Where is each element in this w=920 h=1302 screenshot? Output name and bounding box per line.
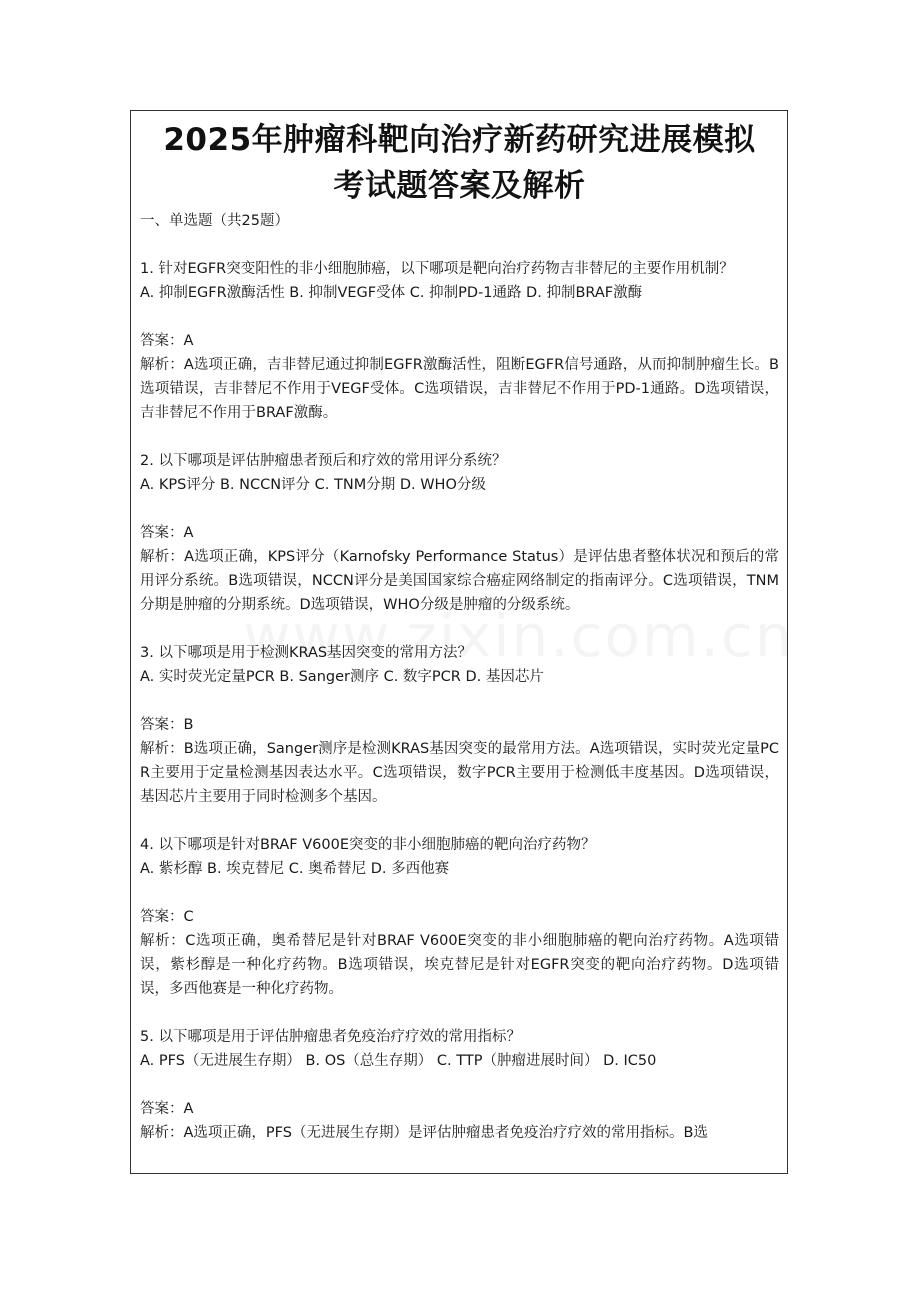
question-stem: 4. 以下哪项是针对BRAF V600E突变的非小细胞肺癌的靶向治疗药物？: [140, 837, 596, 853]
answer-text: 答案：C: [140, 909, 194, 925]
answer-2: [140, 521, 779, 617]
answer-3: [140, 713, 779, 809]
answer-1: [140, 329, 779, 425]
answer-4: [140, 905, 779, 1001]
question-options: A. KPS评分 B. NCCN评分 C. TNM分期 D. WHO分级: [140, 477, 486, 493]
question-2: [140, 449, 779, 497]
analysis-text: 解析：C选项正确，奥希替尼是针对BRAF V600E突变的非小细胞肺癌的靶向治疗药物。A选项错误，紫杉醇是一种化疗药物。B选项错误，埃克替尼是针对EGFR突变的靶向治疗药物。D选项错误，多西他赛是一种化疗药物。: [140, 933, 779, 997]
question-options: A. 抑制EGFR激酶活性 B. 抑制VEGF受体 C. 抑制PD-1通路 D. 抑制BRAF激酶: [140, 285, 643, 301]
section-heading: 一、单选题（共25题）: [140, 213, 289, 229]
analysis-text: 解析：B选项正确，Sanger测序是检测KRAS基因突变的最常用方法。A选项错误，实时荧光定量PCR主要用于定量检测基因表达水平。C选项错误，数字PCR主要用于检测低丰度基因。D选项错误，基因芯片主要用于同时检测多个基因。: [140, 741, 779, 805]
question-4: [140, 833, 779, 881]
answer-text: 答案：B: [140, 717, 194, 733]
question-5: [140, 1025, 779, 1073]
question-stem: 1. 针对EGFR突变阳性的非小细胞肺癌，以下哪项是靶向治疗药物吉非替尼的主要作用机制？: [140, 261, 734, 277]
answer-text: 答案：A: [140, 1101, 194, 1117]
analysis-text: 解析：A选项正确，KPS评分（Karnofsky Performance Status）是评估患者整体状况和预后的常用评分系统。B选项错误，NCCN评分是美国国家综合癌症网络制定的指南评分。C选项错误，TNM分期是肿瘤的分期系统。D选项错误，WHO分级是肿瘤的分级系统。: [140, 549, 779, 613]
question-1: [140, 257, 779, 305]
analysis-text: 解析：A选项正确，PFS（无进展生存期）是评估肿瘤患者免疫治疗疗效的常用指标。B选: [140, 1125, 708, 1141]
answer-text: 答案：A: [140, 525, 194, 541]
document-page: [130, 110, 788, 1174]
question-options: A. 实时荧光定量PCR B. Sanger测序 C. 数字PCR D. 基因芯片: [140, 669, 544, 685]
title-line-2: 考试题答案及解析: [333, 168, 586, 204]
question-stem: 5. 以下哪项是用于评估肿瘤患者免疫治疗疗效的常用指标？: [140, 1029, 521, 1045]
title-line-1: 2025年肿瘤科靶向治疗新药研究进展模拟: [163, 122, 756, 158]
analysis-text: 解析：A选项正确，吉非替尼通过抑制EGFR激酶活性，阻断EGFR信号通路，从而抑制肿瘤生长。B选项错误，吉非替尼不作用于VEGF受体。C选项错误，吉非替尼不作用于PD-1通路。D选项错误，吉非替尼不作用于BRAF激酶。: [140, 357, 779, 421]
question-stem: 3. 以下哪项是用于检测KRAS基因突变的常用方法？: [140, 645, 473, 661]
question-options: A. 紫杉醇 B. 埃克替尼 C. 奥希替尼 D. 多西他赛: [140, 861, 450, 877]
question-options: A. PFS（无进展生存期） B. OS（总生存期） C. TTP（肿瘤进展时间） D. IC50: [140, 1053, 657, 1069]
document-title: [140, 117, 779, 209]
answer-5: [140, 1097, 779, 1145]
question-3: [140, 641, 779, 689]
answer-text: 答案：A: [140, 333, 194, 349]
question-stem: 2. 以下哪项是评估肿瘤患者预后和疗效的常用评分系统？: [140, 453, 507, 469]
